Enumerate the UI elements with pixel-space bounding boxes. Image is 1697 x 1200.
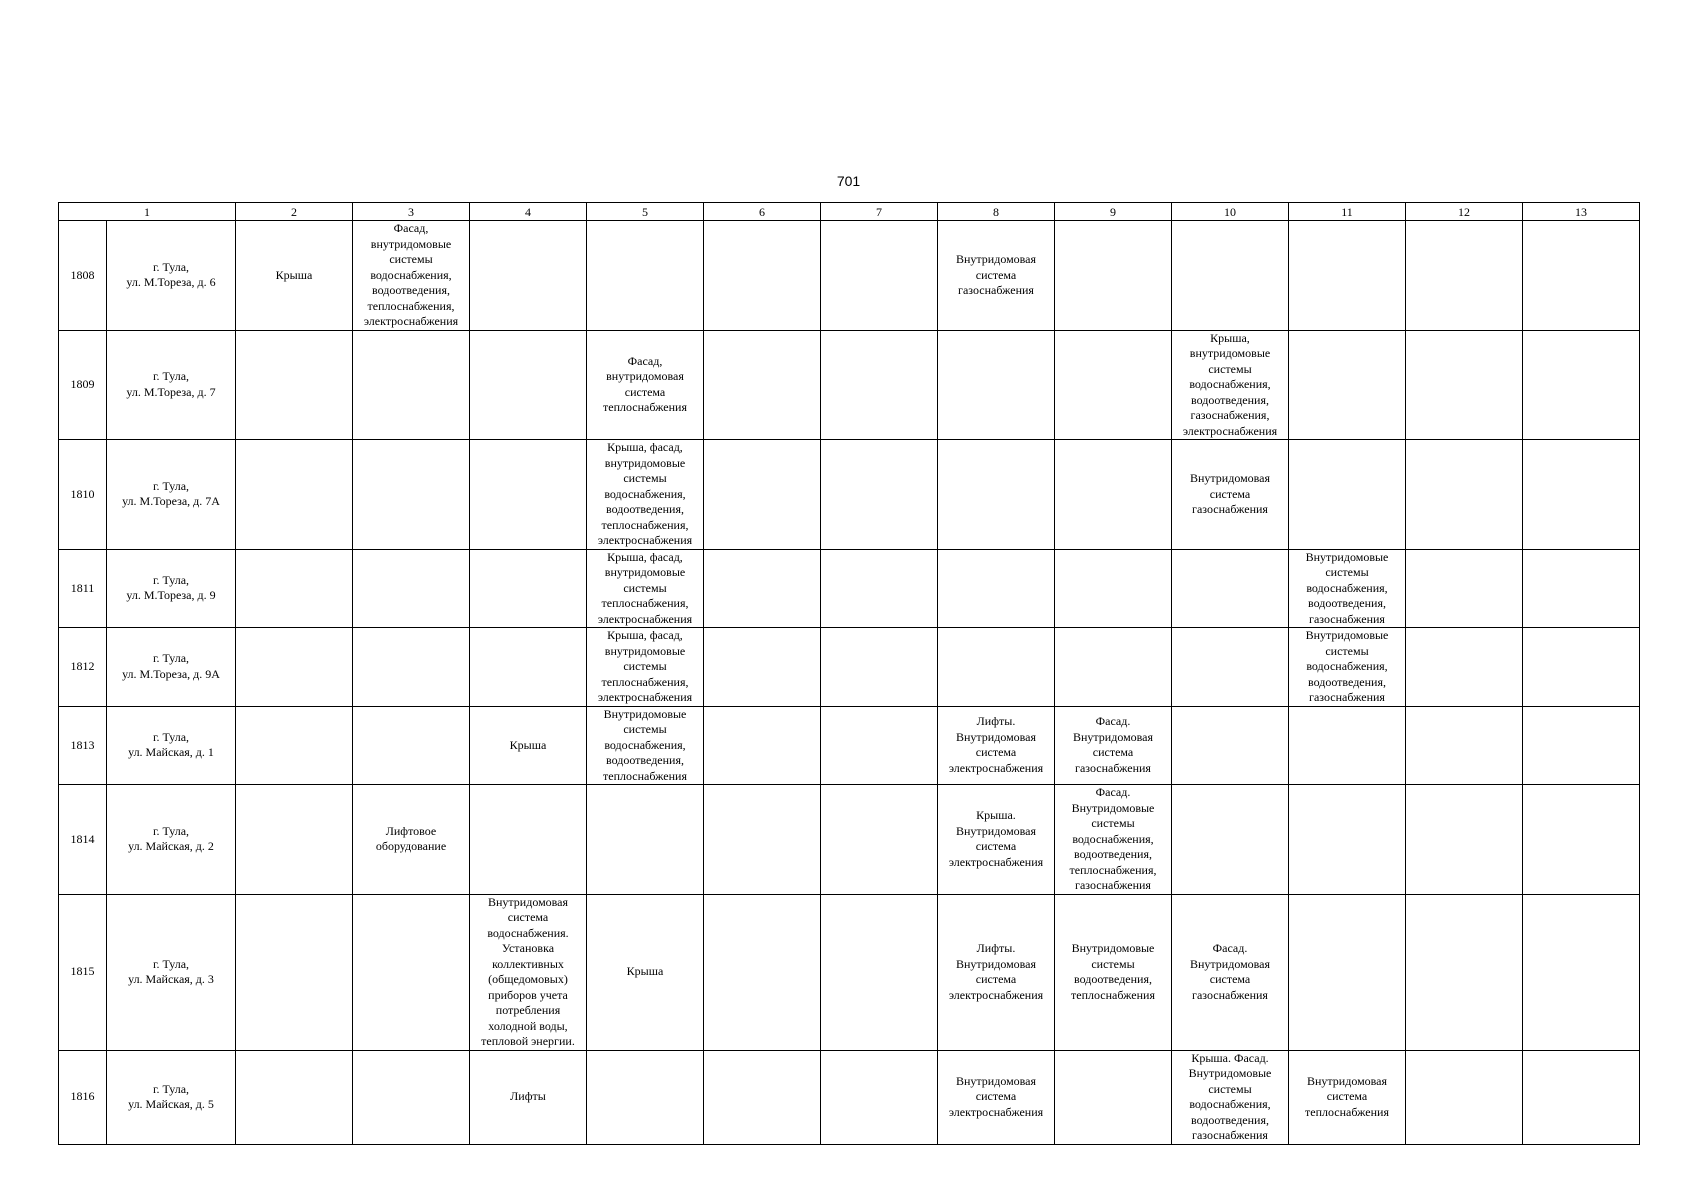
column-header: 3 — [353, 203, 470, 221]
work-cell-col-2 — [236, 1050, 353, 1144]
work-cell-col-5 — [587, 785, 704, 895]
work-cell-col-10 — [1172, 628, 1289, 707]
work-cell-col-4 — [470, 785, 587, 895]
work-cell-col-11 — [1289, 330, 1406, 440]
work-cell-col-2 — [236, 785, 353, 895]
work-cell-col-10: Крыша, внутридомовые системы водоснабжения, водоотведения, газоснабжения, электроснабжения — [1172, 330, 1289, 440]
row-number-cell: 1810 — [59, 440, 107, 550]
column-header: 12 — [1406, 203, 1523, 221]
column-header: 4 — [470, 203, 587, 221]
row-number-cell: 1815 — [59, 894, 107, 1050]
table-body — [59, 221, 1640, 1145]
work-cell-col-8 — [938, 628, 1055, 707]
work-cell-col-12 — [1406, 440, 1523, 550]
work-cell-col-7 — [821, 894, 938, 1050]
work-cell-col-7 — [821, 628, 938, 707]
work-cell-col-13 — [1523, 330, 1640, 440]
work-cell-col-2 — [236, 549, 353, 628]
row-number-cell: 1816 — [59, 1050, 107, 1144]
work-cell-col-5: Крыша — [587, 894, 704, 1050]
work-cell-col-5: Крыша, фасад, внутридомовые системы водоснабжения, водоотведения, теплоснабжения, электроснабжения — [587, 440, 704, 550]
table-row — [59, 628, 1640, 707]
column-header: 9 — [1055, 203, 1172, 221]
work-cell-col-11: Внутридомовые системы водоснабжения, водоотведения, газоснабжения — [1289, 549, 1406, 628]
work-cell-col-12 — [1406, 628, 1523, 707]
work-cell-col-11 — [1289, 706, 1406, 785]
work-cell-col-3 — [353, 1050, 470, 1144]
column-header: 8 — [938, 203, 1055, 221]
work-cell-col-11 — [1289, 440, 1406, 550]
work-cell-col-3 — [353, 706, 470, 785]
work-cell-col-3 — [353, 330, 470, 440]
work-cell-col-2 — [236, 894, 353, 1050]
table-row — [59, 440, 1640, 550]
work-cell-col-9 — [1055, 440, 1172, 550]
work-cell-col-3 — [353, 628, 470, 707]
page-number: 701 — [836, 173, 861, 189]
work-cell-col-10 — [1172, 785, 1289, 895]
work-cell-col-5: Внутридомовые системы водоснабжения, водоотведения, теплоснабжения — [587, 706, 704, 785]
work-cell-col-12 — [1406, 894, 1523, 1050]
work-cell-col-6 — [704, 221, 821, 331]
work-cell-col-8: Внутридомовая система электроснабжения — [938, 1050, 1055, 1144]
work-cell-col-7 — [821, 549, 938, 628]
work-cell-col-4 — [470, 440, 587, 550]
work-cell-col-5 — [587, 221, 704, 331]
work-cell-col-10: Внутридомовая система газоснабжения — [1172, 440, 1289, 550]
work-cell-col-3: Лифтовое оборудование — [353, 785, 470, 895]
address-cell: г. Тула, ул. М.Тореза, д. 9 — [107, 549, 236, 628]
work-cell-col-11: Внутридомовая система теплоснабжения — [1289, 1050, 1406, 1144]
address-cell: г. Тула, ул. М.Тореза, д. 6 — [107, 221, 236, 331]
work-cell-col-4 — [470, 628, 587, 707]
work-cell-col-11 — [1289, 785, 1406, 895]
work-cell-col-12 — [1406, 221, 1523, 331]
work-cell-col-8 — [938, 549, 1055, 628]
row-number-cell: 1808 — [59, 221, 107, 331]
work-cell-col-6 — [704, 628, 821, 707]
table-row — [59, 894, 1640, 1050]
work-cell-col-10 — [1172, 221, 1289, 331]
table-row — [59, 221, 1640, 331]
row-number-cell: 1811 — [59, 549, 107, 628]
work-cell-col-6 — [704, 440, 821, 550]
work-cell-col-7 — [821, 330, 938, 440]
work-cell-col-13 — [1523, 706, 1640, 785]
work-cell-col-9: Фасад. Внутридомовая система газоснабжения — [1055, 706, 1172, 785]
work-cell-col-9 — [1055, 549, 1172, 628]
table-row — [59, 785, 1640, 895]
work-cell-col-13 — [1523, 894, 1640, 1050]
work-cell-col-4: Крыша — [470, 706, 587, 785]
address-cell: г. Тула, ул. Майская, д. 2 — [107, 785, 236, 895]
work-cell-col-7 — [821, 706, 938, 785]
work-cell-col-3 — [353, 894, 470, 1050]
column-header: 6 — [704, 203, 821, 221]
work-cell-col-6 — [704, 706, 821, 785]
work-cell-col-6 — [704, 785, 821, 895]
work-cell-col-2 — [236, 440, 353, 550]
address-cell: г. Тула, ул. М.Тореза, д. 7А — [107, 440, 236, 550]
work-cell-col-13 — [1523, 221, 1640, 331]
work-cell-col-10 — [1172, 549, 1289, 628]
table-row — [59, 549, 1640, 628]
work-cell-col-3 — [353, 549, 470, 628]
work-cell-col-4: Внутридомовая система водоснабжения. Установка коллективных (общедомовых) приборов учета потребления холодной воды, тепловой энергии. — [470, 894, 587, 1050]
work-cell-col-4 — [470, 549, 587, 628]
work-cell-col-3: Фасад, внутридомовые системы водоснабжения, водоотведения, теплоснабжения, электроснабжения — [353, 221, 470, 331]
row-number-cell: 1814 — [59, 785, 107, 895]
work-cell-col-13 — [1523, 440, 1640, 550]
column-header: 5 — [587, 203, 704, 221]
address-cell: г. Тула, ул. М.Тореза, д. 9А — [107, 628, 236, 707]
work-cell-col-8 — [938, 440, 1055, 550]
work-cell-col-9: Внутридомовые системы водоотведения, теплоснабжения — [1055, 894, 1172, 1050]
row-number-cell: 1812 — [59, 628, 107, 707]
row-number-cell: 1809 — [59, 330, 107, 440]
work-cell-col-13 — [1523, 549, 1640, 628]
row-number-cell: 1813 — [59, 706, 107, 785]
work-cell-col-11 — [1289, 894, 1406, 1050]
work-cell-col-7 — [821, 785, 938, 895]
work-cell-col-8 — [938, 330, 1055, 440]
work-cell-col-12 — [1406, 330, 1523, 440]
work-cell-col-6 — [704, 549, 821, 628]
work-cell-col-11: Внутридомовые системы водоснабжения, водоотведения, газоснабжения — [1289, 628, 1406, 707]
work-cell-col-2: Крыша — [236, 221, 353, 331]
work-cell-col-12 — [1406, 785, 1523, 895]
work-cell-col-12 — [1406, 1050, 1523, 1144]
work-cell-col-2 — [236, 330, 353, 440]
work-cell-col-6 — [704, 1050, 821, 1144]
work-cell-col-4 — [470, 221, 587, 331]
work-cell-col-5: Крыша, фасад, внутридомовые системы теплоснабжения, электроснабжения — [587, 628, 704, 707]
work-cell-col-9 — [1055, 330, 1172, 440]
address-cell: г. Тула, ул. Майская, д. 1 — [107, 706, 236, 785]
work-cell-col-10: Крыша. Фасад. Внутридомовые системы водоснабжения, водоотведения, газоснабжения — [1172, 1050, 1289, 1144]
table-header — [59, 203, 1640, 221]
work-cell-col-10 — [1172, 706, 1289, 785]
work-cell-col-8: Крыша. Внутридомовая система электроснабжения — [938, 785, 1055, 895]
column-header: 2 — [236, 203, 353, 221]
work-cell-col-12 — [1406, 549, 1523, 628]
work-cell-col-6 — [704, 894, 821, 1050]
work-cell-col-2 — [236, 706, 353, 785]
work-cell-col-5: Крыша, фасад, внутридомовые системы теплоснабжения, электроснабжения — [587, 549, 704, 628]
work-cell-col-7 — [821, 221, 938, 331]
work-cell-col-2 — [236, 628, 353, 707]
work-cell-col-3 — [353, 440, 470, 550]
work-cell-col-6 — [704, 330, 821, 440]
column-header: 7 — [821, 203, 938, 221]
work-cell-col-11 — [1289, 221, 1406, 331]
column-header: 1 — [59, 203, 236, 221]
table-row — [59, 1050, 1640, 1144]
work-cell-col-13 — [1523, 628, 1640, 707]
column-header: 13 — [1523, 203, 1640, 221]
work-cell-col-12 — [1406, 706, 1523, 785]
address-cell: г. Тула, ул. М.Тореза, д. 7 — [107, 330, 236, 440]
work-cell-col-13 — [1523, 1050, 1640, 1144]
work-cell-col-10: Фасад. Внутридомовая система газоснабжения — [1172, 894, 1289, 1050]
table-row — [59, 330, 1640, 440]
work-cell-col-9 — [1055, 1050, 1172, 1144]
work-cell-col-7 — [821, 1050, 938, 1144]
work-cell-col-5: Фасад, внутридомовая система теплоснабжения — [587, 330, 704, 440]
address-cell: г. Тула, ул. Майская, д. 5 — [107, 1050, 236, 1144]
header-row — [59, 203, 1640, 221]
table-row — [59, 706, 1640, 785]
work-cell-col-8: Внутридомовая система газоснабжения — [938, 221, 1055, 331]
column-header: 11 — [1289, 203, 1406, 221]
work-cell-col-8: Лифты. Внутридомовая система электроснабжения — [938, 894, 1055, 1050]
work-cell-col-9 — [1055, 221, 1172, 331]
capital-repair-table — [58, 202, 1640, 1145]
work-cell-col-13 — [1523, 785, 1640, 895]
work-cell-col-5 — [587, 1050, 704, 1144]
address-cell: г. Тула, ул. Майская, д. 3 — [107, 894, 236, 1050]
work-cell-col-8: Лифты. Внутридомовая система электроснабжения — [938, 706, 1055, 785]
work-cell-col-7 — [821, 440, 938, 550]
column-header: 10 — [1172, 203, 1289, 221]
work-cell-col-4 — [470, 330, 587, 440]
work-cell-col-4: Лифты — [470, 1050, 587, 1144]
work-cell-col-9: Фасад. Внутридомовые системы водоснабжения, водоотведения, теплоснабжения, газоснабжения — [1055, 785, 1172, 895]
work-cell-col-9 — [1055, 628, 1172, 707]
